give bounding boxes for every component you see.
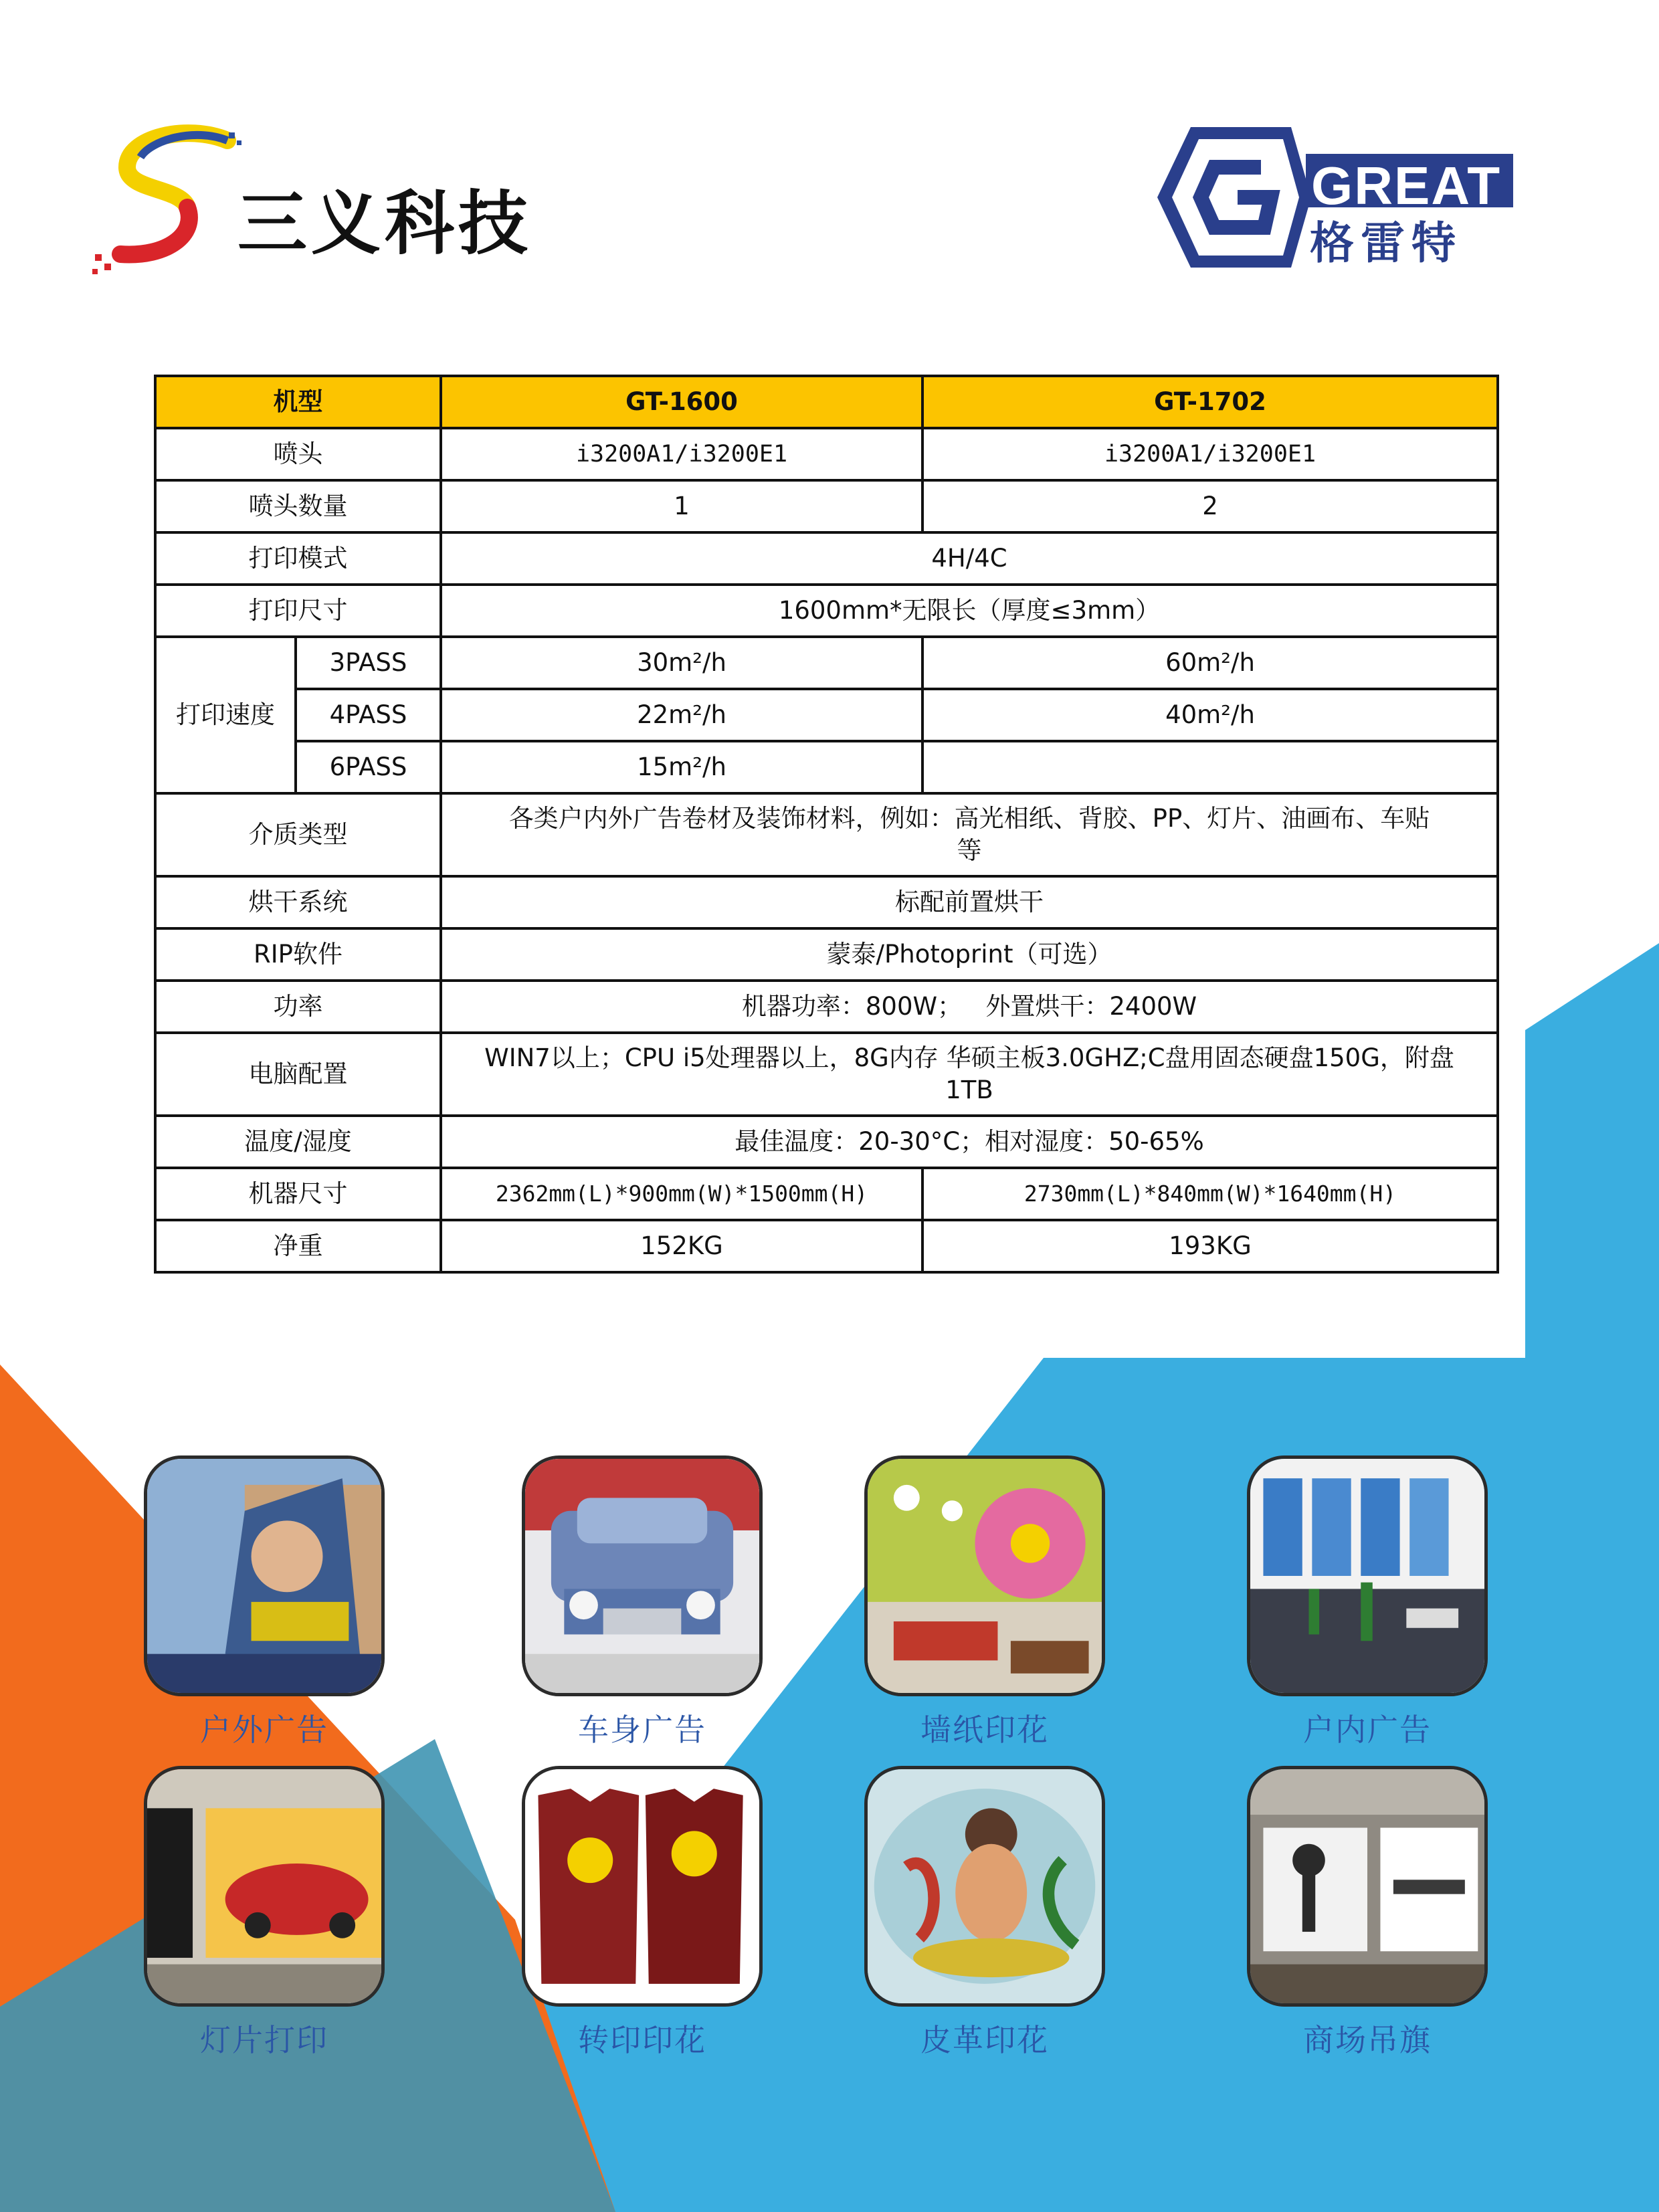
application-caption: 车身广告 [578,1712,706,1748]
cell-value: 4H/4C [441,532,1498,585]
spec-table [154,375,1499,1274]
row-label: 介质类型 [155,793,441,876]
table-row [155,428,1498,480]
cell-value: i3200A1/i3200E1 [922,428,1498,480]
header-model-b: GT-1702 [922,376,1498,428]
cell-value: 2730mm(L)*840mm(W)*1640mm(H) [922,1168,1498,1220]
lightbox-car-image [144,1766,385,2007]
cell-value: 1600mm*无限长（厚度≤3mm） [441,585,1498,637]
application-caption: 灯片打印 [200,2022,328,2058]
row-label: 喷头数量 [155,480,441,532]
row-label: 电脑配置 [155,1033,441,1116]
cell-value: 152KG [441,1220,922,1272]
cell-value [922,741,1498,793]
company-brand [87,120,555,281]
cell-value: 各类户内外广告卷材及装饰材料，例如：高光相纸、背胶、PP、灯片、油画布、车贴等 [441,793,1498,876]
table-row [155,1220,1498,1272]
car-wrap-image [522,1455,763,1696]
table-row [155,689,1498,741]
application-caption: 墙纸印花 [920,1712,1049,1748]
application-tile [864,1455,1105,1750]
table-row [155,741,1498,793]
partner-brand [1151,120,1519,274]
table-row [155,981,1498,1033]
cell-value: 蒙泰/Photoprint（可选） [441,928,1498,981]
cell-value: 机器功率：800W； 外置烘干：2400W [441,981,1498,1033]
application-tile [1247,1766,1488,2060]
table-row [155,1033,1498,1116]
application-caption: 户内广告 [1303,1712,1432,1748]
sanyi-logo-icon [87,120,248,281]
table-header-row [155,376,1498,428]
outdoor-billboard-image [144,1455,385,1696]
row-label: 机器尺寸 [155,1168,441,1220]
cell-value: WIN7以上；CPU i5处理器以上，8G内存 华硕主板3.0GHZ;C盘用固态硬盘150G，附盘1TB [441,1033,1498,1116]
row-label: 喷头 [155,428,441,480]
application-caption: 商场吊旗 [1303,2022,1432,2058]
partner-logo-en: GREAT [1311,156,1502,215]
table-row [155,637,1498,689]
table-row [155,793,1498,876]
application-caption: 转印印花 [578,2022,706,2058]
cell-value: 15m²/h [441,741,922,793]
printed-shirts-image [522,1766,763,2007]
table-row [155,1116,1498,1168]
row-label: RIP软件 [155,928,441,981]
table-row [155,532,1498,585]
cell-value: 193KG [922,1220,1498,1272]
header-model-a: GT-1600 [441,376,922,428]
company-name: 三义科技 [237,183,532,264]
speed-pass-label: 4PASS [296,689,441,741]
cell-value: 2 [922,480,1498,532]
application-tile [522,1455,763,1750]
speed-pass-label: 3PASS [296,637,441,689]
table-row [155,480,1498,532]
table-row [155,1168,1498,1220]
cell-value: 1 [441,480,922,532]
row-label: 净重 [155,1220,441,1272]
application-tile [864,1766,1105,2060]
speed-pass-label: 6PASS [296,741,441,793]
header-label: 机型 [155,376,441,428]
row-label: 打印模式 [155,532,441,585]
cell-value: 最佳温度：20-30°C；相对湿度：50-65% [441,1116,1498,1168]
row-label: 打印尺寸 [155,585,441,637]
wallpaper-flower-image [864,1455,1105,1696]
cell-value: 40m²/h [922,689,1498,741]
row-label: 功率 [155,981,441,1033]
cell-value: i3200A1/i3200E1 [441,428,922,480]
table-row [155,585,1498,637]
row-label: 温度/湿度 [155,1116,441,1168]
cell-value: 60m²/h [922,637,1498,689]
cell-value: 22m²/h [441,689,922,741]
mall-hanging-banner-image [1247,1766,1488,2007]
cell-value: 30m²/h [441,637,922,689]
application-caption: 户外广告 [200,1712,328,1748]
partner-logo-cn: 格雷特 [1310,217,1462,269]
table-row [155,876,1498,928]
application-tile [1247,1455,1488,1750]
application-tile [144,1455,385,1750]
row-label: 打印速度 [155,637,296,793]
cell-value: 2362mm(L)*900mm(W)*1500mm(H) [441,1168,922,1220]
application-tile [144,1766,385,2060]
table-row [155,928,1498,981]
leather-mermaid-image [864,1766,1105,2007]
application-caption: 皮革印花 [920,2022,1049,2058]
application-tile [522,1766,763,2060]
cell-value: 标配前置烘干 [441,876,1498,928]
row-label: 烘干系统 [155,876,441,928]
indoor-office-image [1247,1455,1488,1696]
